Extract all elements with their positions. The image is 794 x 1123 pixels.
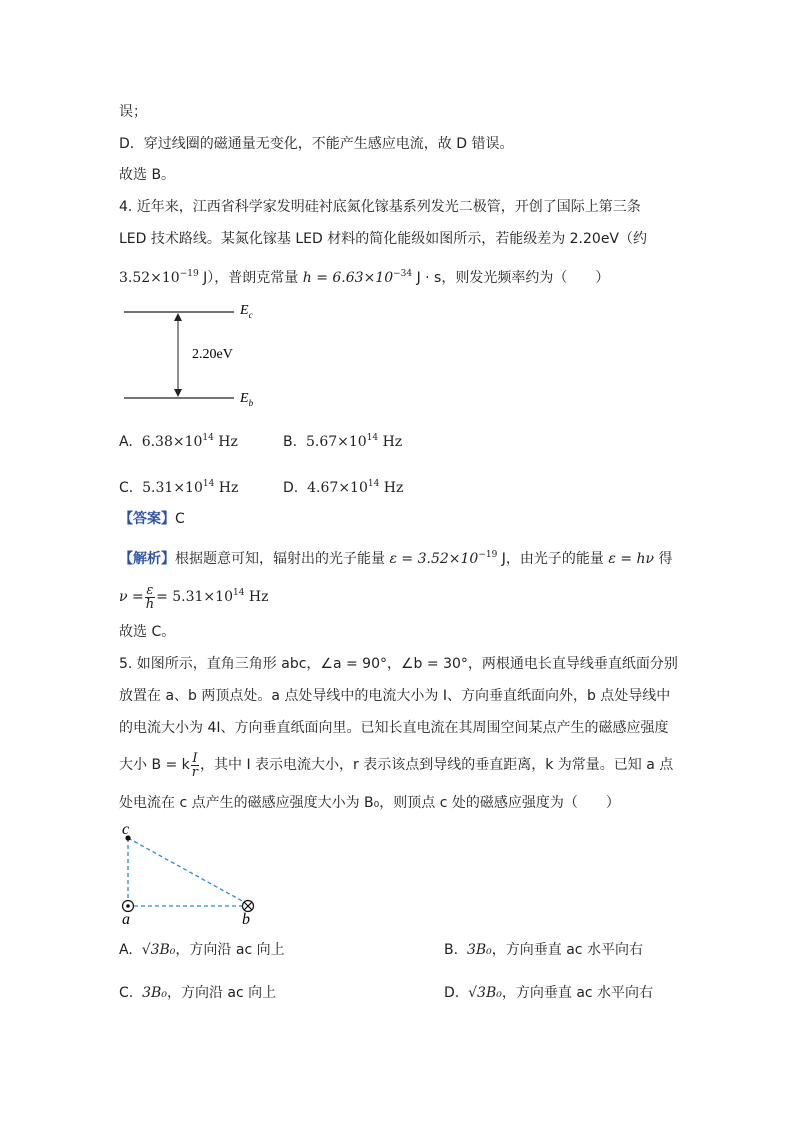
analysis-tag: 【解析】: [119, 551, 175, 567]
field-formula-fraction: $\frac{I}{r}$: [191, 750, 199, 780]
q5-stem-line-5: 处电流在 c 点产生的磁感应强度大小为 B₀，则顶点 c 处的磁感应强度为（ ）: [119, 795, 620, 811]
q5-stem-line-1: 5. 如图所示，直角三角形 abc，∠a = 90°，∠b = 30°，两根通电长直导线垂直纸面分别: [119, 656, 678, 672]
prev-text-line-2: D．穿过线圈的磁通量无变化，不能产生感应电流，故 D 错误。: [119, 136, 514, 152]
current-into-page-icon: [243, 901, 254, 912]
vertex-c-label: c: [122, 821, 130, 838]
q4-stem-line-1: 4. 近年来，江西省科学家发明硅衬底氮化镓基系列发光二极管，开创了国际上第三条: [119, 199, 641, 215]
energy-gap-label: 2.20eV: [192, 347, 233, 362]
q4-option-c[interactable]: C. $5.31\times 10^{14}$ Hz: [119, 479, 239, 496]
q5-stem-line-2: 放置在 a、b 两顶点处。a 点处导线中的电流大小为 I、方向垂直纸面向外，b 点处导线中: [119, 688, 671, 704]
vertex-a-label: a: [122, 911, 130, 928]
q5-stem-line-3: 的电流大小为 4I、方向垂直纸面向里。已知长直电流在其周围空间某点产生的磁感应强度: [119, 720, 669, 736]
q4-frequency-formula: ν = $\frac{\varepsilon}{h}$ = $5.31\times 10^{14}$ Hz: [119, 582, 269, 612]
q4-option-a[interactable]: A. $6.38\times 10^{14}$ Hz: [119, 433, 238, 450]
arrow-head-down: [174, 389, 182, 397]
q5-option-c[interactable]: C. 3B₀，方向沿 ac 向上: [119, 985, 277, 1001]
formula-fraction: $\frac{\varepsilon}{h}$: [145, 582, 155, 612]
q4-conclusion: 故选 C。: [119, 624, 176, 640]
q5-option-a[interactable]: A. √3B₀，方向沿 ac 向上: [119, 942, 285, 958]
arrow-head-up: [174, 313, 182, 321]
side-cb: [128, 838, 244, 902]
current-out-of-page-icon: [123, 901, 134, 912]
q4-energy-exponent: −19: [179, 269, 199, 279]
q4-option-d[interactable]: D. $4.67\times 10^{14}$ Hz: [283, 479, 404, 496]
vertex-b-label: b: [242, 911, 250, 928]
lower-level-label: $E_b$: [240, 391, 254, 408]
q4-analysis: 【解析】根据题意可知，辐射出的光子能量 $\varepsilon = 3.52\times 10^{-19}$ J，由光子的能量 ε = hν 得: [119, 550, 673, 567]
q5-stem-line-4: 大小 B = k $\frac{I}{r}$ ，其中 I 表示电流大小，r 表示该点到导线的垂直距离，k 为常量。已知 a 点: [119, 750, 674, 780]
q4-planck-exponent: −34: [393, 269, 413, 279]
q4-planck-intro: J），普朗克常量: [198, 270, 303, 286]
q4-answer: [119, 509, 185, 529]
q5-option-b[interactable]: B. 3B₀，方向垂直 ac 水平向右: [444, 942, 643, 958]
q5-option-d[interactable]: D. √3B₀，方向垂直 ac 水平向右: [444, 985, 654, 1001]
upper-level-label: $E_c$: [240, 303, 253, 320]
q4-stem-line-3: [119, 264, 609, 288]
q4-stem-line-2: LED 技术路线。某氮化镓基 LED 材料的简化能级如图所示，若能级差为 2.20eV（约: [119, 231, 648, 247]
q4-option-b[interactable]: B. $5.67\times 10^{14}$ Hz: [283, 433, 403, 450]
prev-text-line-1: 误；: [119, 104, 147, 120]
q4-question-end: J · s，则发光频率约为（ ）: [412, 270, 610, 286]
triangle-diagram: [110, 820, 280, 930]
energy-level-diagram: [118, 298, 268, 413]
q4-planck-value: h = 6.63×10: [302, 270, 394, 286]
answer-value: C: [175, 511, 185, 527]
prev-conclusion: 故选 B。: [119, 167, 176, 183]
answer-tag: 【答案】: [119, 511, 175, 527]
q4-energy-value: 3.52×10: [119, 270, 180, 286]
